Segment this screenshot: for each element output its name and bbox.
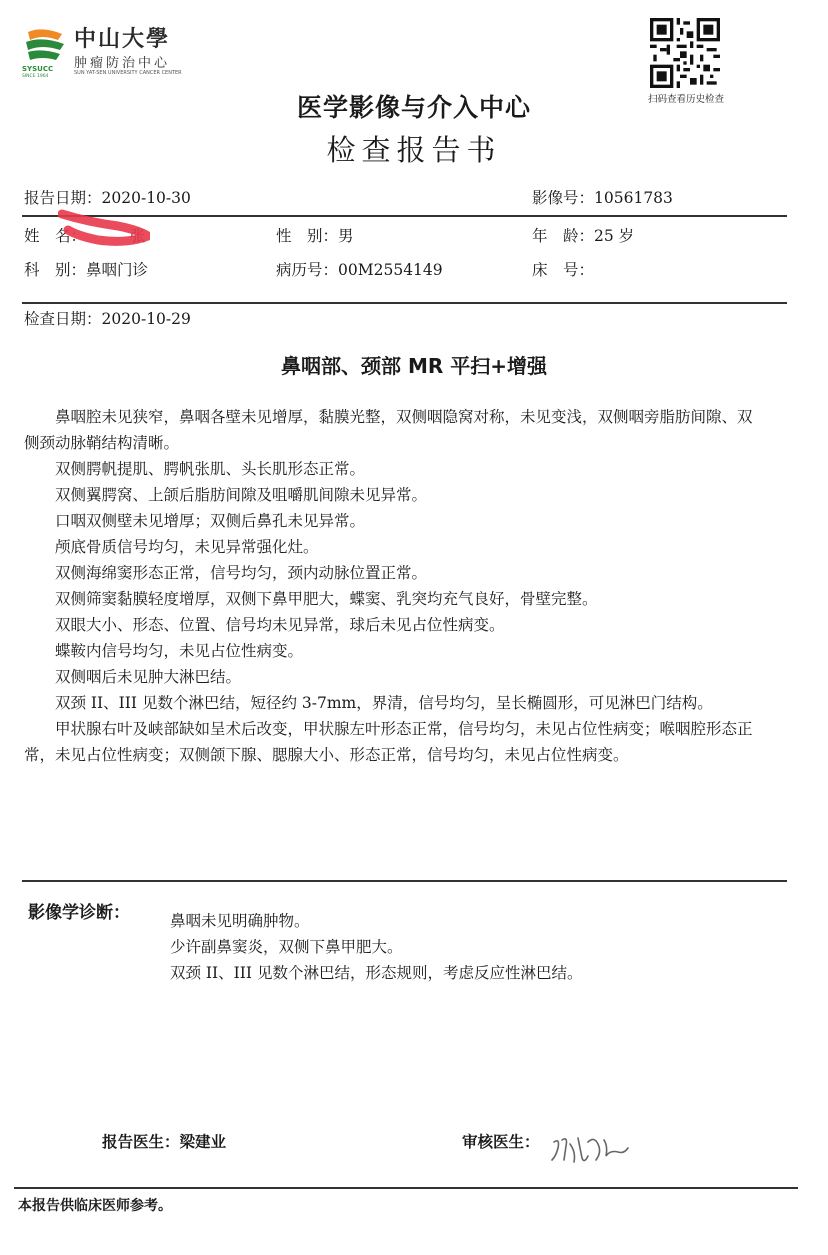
exam-date [24, 307, 191, 329]
report-date-label: 报告日期： [24, 189, 102, 207]
diagnosis-label: 影像学诊断： [28, 903, 130, 923]
finding-paragraph: 口咽双侧壁未见增厚；双侧后鼻孔未见异常。 [55, 512, 366, 530]
finding-paragraph: 双颈 II、III 见数个淋巴结，短径约 3-7mm，界清，信号均匀，呈长椭圆形，可见淋巴门结构。 [55, 694, 713, 712]
patient-sex-label: 性 别： [276, 227, 339, 245]
reviewing-doctor [462, 1130, 540, 1152]
finding-paragraph: 双侧翼腭窝、上颌后脂肪间隙及咀嚼肌间隙未见异常。 [55, 486, 428, 504]
patient-age [532, 224, 634, 246]
exam-date-label: 检查日期： [24, 310, 102, 328]
finding-paragraph: 双侧腭帆提肌、腭帆张肌、头长肌形态正常。 [55, 460, 366, 478]
divider-line [22, 880, 787, 882]
finding-paragraph: 鼻咽腔未见狭窄，鼻咽各壁未见增厚，黏膜光整，双侧咽隐窝对称，未见变浅，双侧咽旁脂肪间隙、双侧颈动脉鞘结构清晰。 [24, 408, 753, 452]
qr-code-icon[interactable] [650, 18, 720, 88]
patient-age-value: 25 岁 [594, 227, 635, 245]
findings-section [24, 404, 764, 768]
image-number-value: 10561783 [594, 189, 673, 207]
image-number-label: 影像号： [532, 189, 595, 207]
center-title: 医学影像与介入中心 [296, 93, 531, 122]
diagnosis-item: 鼻咽未见明确肿物。 [170, 912, 310, 930]
medical-record-number [276, 258, 443, 280]
department-value: 鼻咽门诊 [86, 261, 149, 279]
org-name: 中山大學 [74, 27, 171, 52]
finding-paragraph: 甲状腺右叶及峡部缺如呈术后改变，甲状腺左叶形态正常，信号均匀，未见占位性病变；喉咽腔形态正常，未见占位性病变；双侧颌下腺、腮腺大小、形态正常，信号均匀，未见占位性病变。 [24, 720, 753, 764]
record-value: 00M2554149 [338, 261, 443, 279]
exam-date-value: 2020-10-29 [101, 310, 191, 328]
divider-line [14, 1187, 798, 1189]
divider-line [22, 302, 787, 304]
finding-paragraph: 双侧筛窦黏膜轻度增厚，双侧下鼻甲肥大，蝶窦、乳突均充气良好，骨壁完整。 [55, 590, 598, 608]
reviewer-label: 审核医生： [462, 1133, 540, 1151]
hospital-logo [22, 22, 197, 80]
logo-badge-text: SYSUCC [22, 65, 54, 73]
report-title: 检查报告书 [326, 133, 502, 167]
patient-name-label: 姓 名： [24, 227, 87, 245]
finding-paragraph: 颅底骨质信号均匀，未见异常强化灶。 [55, 538, 319, 556]
patient-age-label: 年 龄： [532, 227, 595, 245]
diagnosis-list [170, 908, 582, 986]
department-label: 科 别： [24, 261, 87, 279]
diagnosis-item: 双颈 II、III 见数个淋巴结，形态规则，考虑反应性淋巴结。 [170, 964, 583, 982]
reporter-name: 梁建业 [179, 1133, 227, 1151]
org-english-name: SUN YAT-SEN UNIVERSITY CANCER CENTER [74, 70, 182, 76]
handwritten-signature [548, 1130, 632, 1174]
finding-paragraph: 双侧海绵窦形态正常，信号均匀，颈内动脉位置正常。 [55, 564, 428, 582]
reporter-label: 报告医生： [102, 1133, 180, 1151]
exam-title: 鼻咽部、颈部 MR 平扫+增强 [281, 354, 547, 378]
footer-note: 本报告供临床医师参考。 [18, 1198, 172, 1214]
org-dept: 肿瘤防治中心 [74, 56, 171, 71]
diagnosis-item: 少许副鼻窦炎，双侧下鼻甲肥大。 [170, 938, 403, 956]
redaction-scribble [58, 204, 150, 250]
bed-number [532, 258, 594, 280]
finding-paragraph: 双侧咽后未见肿大淋巴结。 [55, 668, 242, 686]
patient-sex [276, 224, 354, 246]
image-number [532, 186, 673, 208]
reporting-doctor [102, 1130, 226, 1152]
department [24, 258, 148, 280]
finding-paragraph: 蝶鞍内信号均匀，未见占位性病变。 [55, 642, 304, 660]
finding-paragraph: 双眼大小、形态、位置、信号均未见异常，球后未见占位性病变。 [55, 616, 505, 634]
report-date-value: 2020-10-30 [101, 189, 191, 207]
bed-label: 床 号： [532, 261, 595, 279]
patient-name-value: 张 [130, 227, 146, 245]
patient-sex-value: 男 [338, 227, 354, 245]
logo-since-text: SINCE 1964 [22, 74, 49, 79]
qr-caption: 扫码查看历史检查 [647, 94, 724, 105]
record-label: 病历号： [276, 261, 339, 279]
